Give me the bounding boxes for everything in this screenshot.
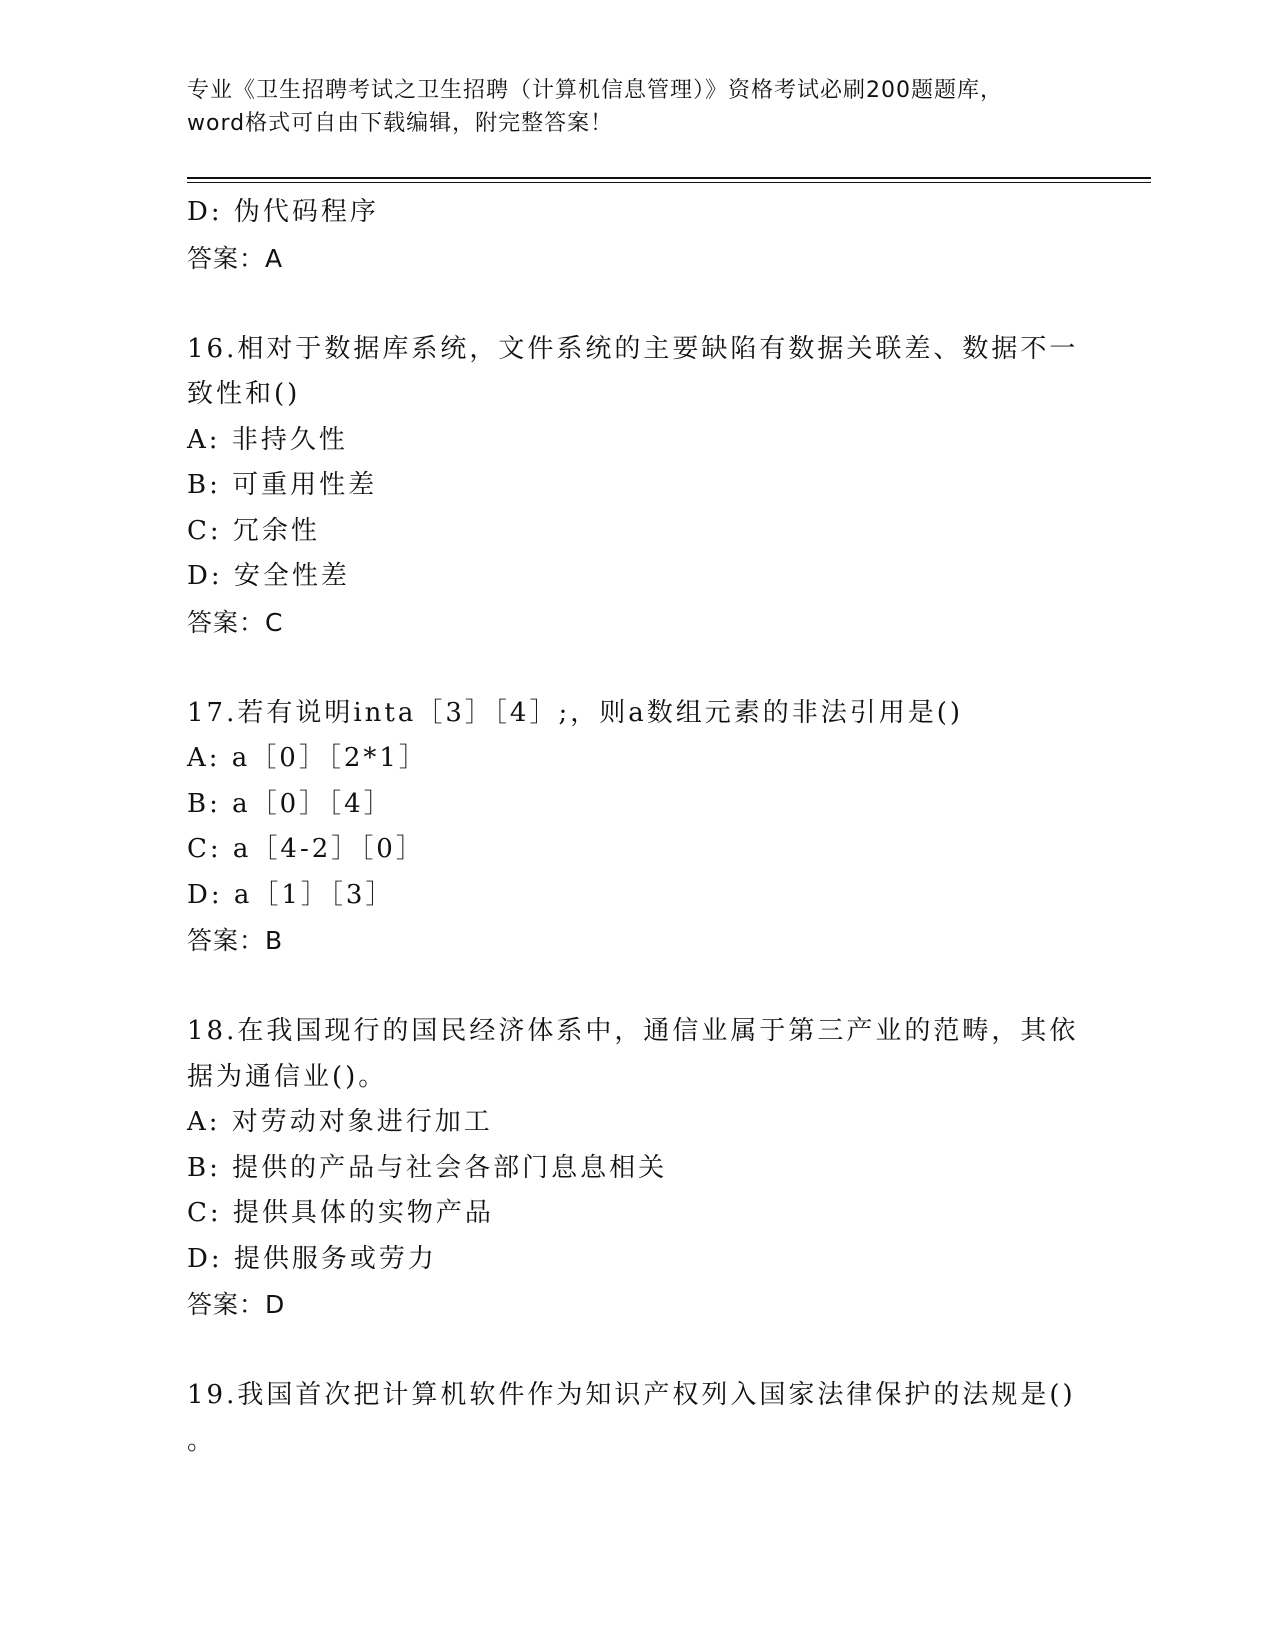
question-stem-continued: 致性和() [187, 379, 301, 409]
option-c: C: 提供具体的实物产品 [187, 1198, 494, 1228]
question-stem-continued: 。 [187, 1425, 217, 1456]
option-d: D: a［1］［3］ [187, 879, 395, 910]
option-d: D: 伪代码程序 [187, 197, 379, 227]
question-19 [187, 1373, 1087, 1464]
header-divider [187, 177, 1151, 183]
option-c: C: 冗余性 [187, 515, 320, 546]
header-line-2: word格式可自由下载编辑，附完整答案！ [187, 111, 614, 136]
question-list [187, 190, 1087, 1464]
answer: 答案：B [187, 926, 284, 955]
spacer [187, 282, 1087, 327]
spacer [187, 964, 1087, 1009]
question-stem: 16.相对于数据库系统，文件系统的主要缺陷有数据关联差、数据不一 [187, 333, 1079, 364]
question-18 [187, 1009, 1087, 1328]
question-15-tail [187, 190, 1087, 282]
option-b: B: 提供的产品与社会各部门息息相关 [187, 1152, 668, 1183]
answer: 答案：A [187, 243, 284, 273]
spacer [187, 646, 1087, 691]
question-17 [187, 691, 1087, 965]
question-stem: 18.在我国现行的国民经济体系中，通信业属于第三产业的范畴，其依 [187, 1016, 1079, 1046]
question-stem: 17.若有说明inta［3］［4］;，则a数组元素的非法引用是() [187, 697, 963, 728]
option-b: B: a［0］［4］ [187, 788, 393, 819]
option-c: C: a［4-2］［0］ [187, 834, 425, 864]
option-b: B: 可重用性差 [187, 470, 378, 500]
option-a: A: 非持久性 [187, 424, 348, 455]
header-line-1: 专业《卫生招聘考试之卫生招聘（计算机信息管理）》资格考试必刷200题题库， [187, 78, 1003, 103]
option-a: A: 对劳动对象进行加工 [187, 1107, 493, 1137]
document-header [187, 74, 1087, 140]
question-16 [187, 327, 1087, 646]
option-d: D: 安全性差 [187, 561, 350, 591]
option-d: D: 提供服务或劳力 [187, 1243, 437, 1274]
answer: 答案：D [187, 1290, 286, 1319]
question-stem: 19.我国首次把计算机软件作为知识产权列入国家法律保护的法规是() [187, 1380, 1076, 1410]
answer: 答案：C [187, 607, 284, 637]
option-a: A: a［0］［2*1］ [187, 743, 428, 773]
question-stem-continued: 据为通信业()。 [187, 1061, 388, 1092]
spacer [187, 1328, 1087, 1373]
